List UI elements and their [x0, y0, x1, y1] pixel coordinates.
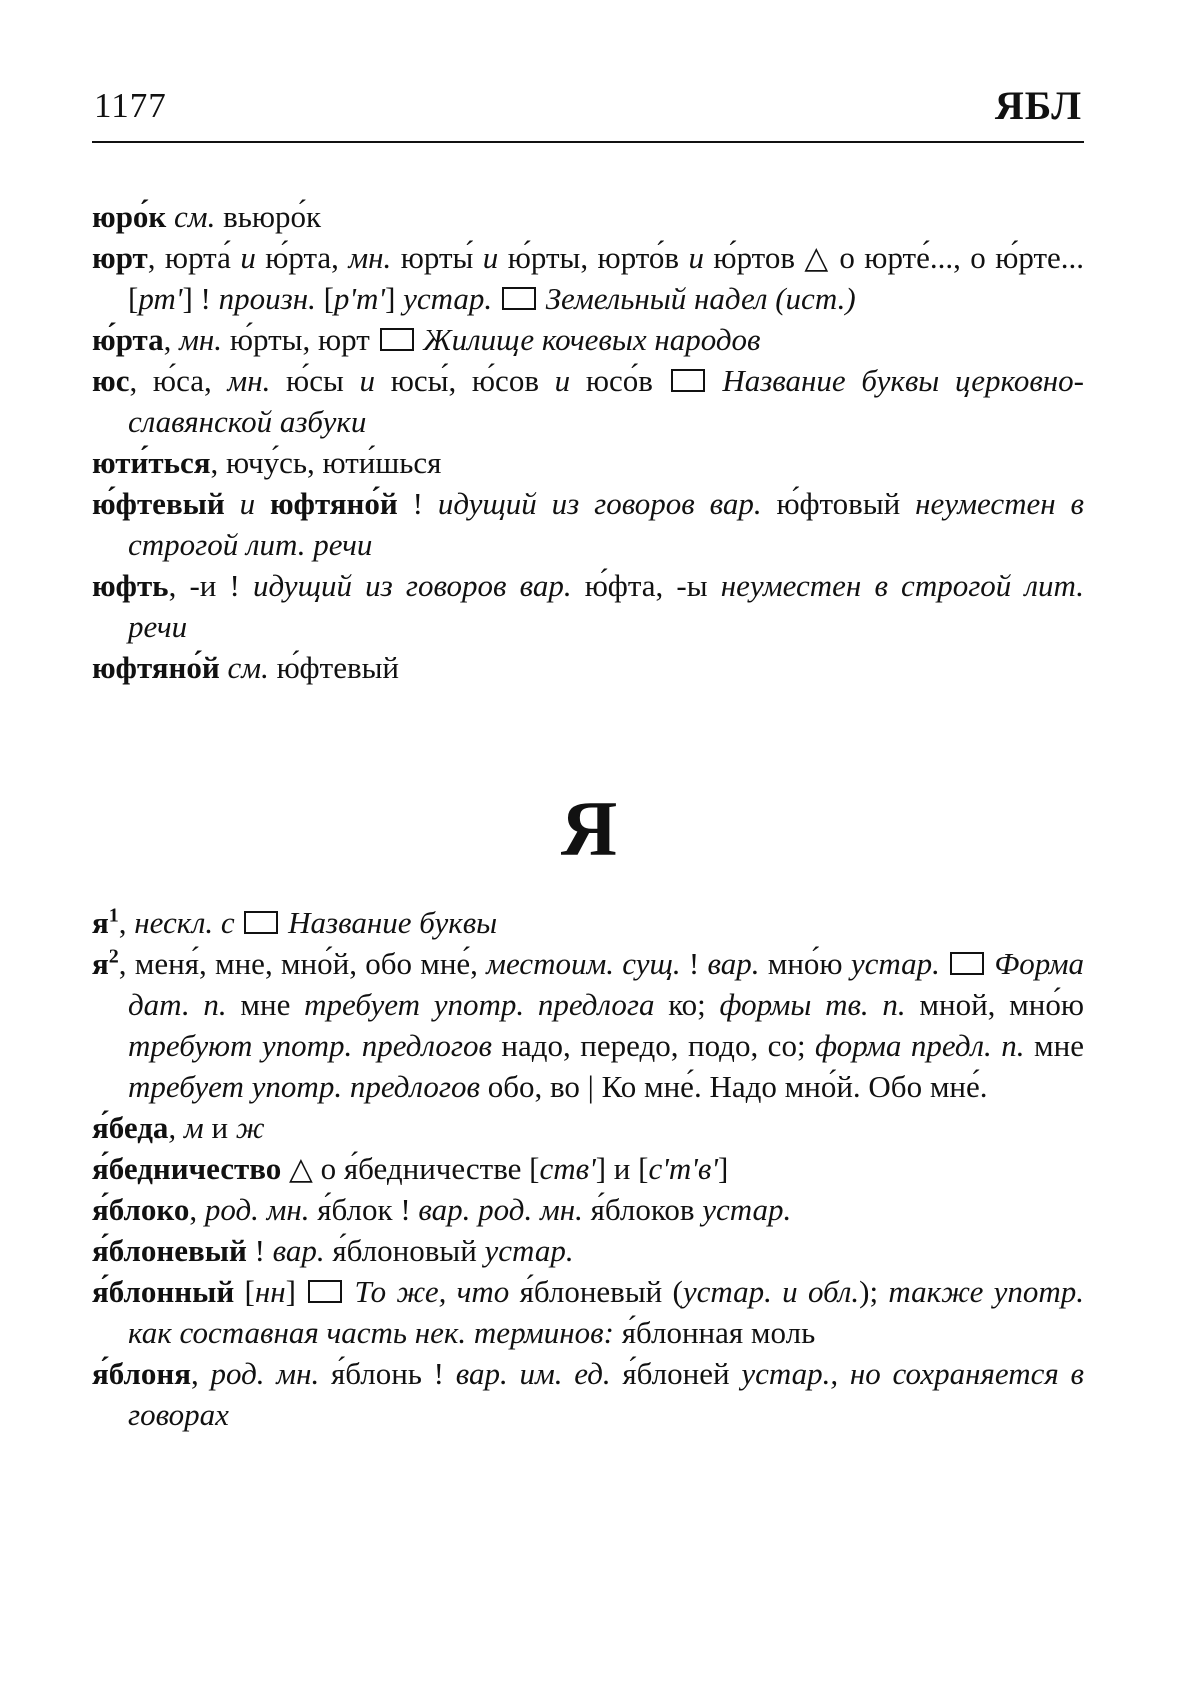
entry-form: мне — [1024, 1028, 1085, 1063]
entry-note: идущий из говоров вар. — [253, 568, 572, 603]
dictionary-entry — [92, 1271, 1084, 1353]
entry-form: ! — [246, 1233, 273, 1268]
entry-note: см. — [166, 199, 216, 234]
entry-note: форма предл. п. — [815, 1028, 1025, 1063]
entry-note: Жилище кочевых народов — [423, 322, 761, 357]
entry-form: я́блонь ! — [319, 1356, 456, 1391]
entry-form: юфтяно́й — [270, 486, 398, 521]
entry-note: устар. — [702, 1192, 792, 1227]
dictionary-entry — [92, 319, 1084, 360]
entry-form: обо, во | Ко мне́. Надо мно́й. Обо мне́. — [479, 1069, 988, 1104]
entry-note: местоим. сущ. — [486, 946, 681, 981]
entry-form: ю́фтевый — [268, 650, 400, 685]
entry-note: устар. и обл. — [682, 1274, 860, 1309]
dictionary-entry — [92, 1107, 1084, 1148]
definition-box-icon — [308, 1280, 342, 1303]
page-number: 1177 — [94, 86, 167, 125]
section-letter-heading: Я — [560, 785, 618, 872]
dictionary-entry — [92, 1189, 1084, 1230]
dictionary-entry — [92, 1148, 1084, 1189]
entry-form: ю́рты, юрто́в — [498, 240, 689, 275]
entry-note: устар. — [850, 946, 940, 981]
definition-box-icon — [244, 911, 278, 934]
entry-note: , м — [168, 1110, 204, 1145]
entry-note: То же, что — [354, 1274, 510, 1309]
entry-headword: я́беда — [92, 1110, 169, 1145]
dictionary-entry — [92, 237, 1084, 319]
entry-form: мне — [226, 987, 305, 1022]
entry-note: устар. — [484, 1233, 574, 1268]
definition-box-icon — [380, 328, 414, 351]
entry-form: и — [203, 1110, 236, 1145]
entry-form: я́блоней — [610, 1356, 742, 1391]
entry-form: ); — [859, 1274, 889, 1309]
entry-note: формы тв. п. — [719, 987, 906, 1022]
entry-note: также употр. как составная часть нек. терминов: — [128, 1274, 1085, 1350]
entry-headword: я́блоневый — [92, 1233, 247, 1268]
header-rule — [92, 141, 1084, 143]
entry-form: ! — [680, 946, 708, 981]
dictionary-entries-ju — [92, 196, 1084, 688]
entry-form: [ — [234, 1274, 255, 1309]
entry-form: ю́ртов △ о юрте́..., о ю́рте... [ — [128, 240, 1085, 316]
entry-note: устар., но сохраняется в говорах — [128, 1356, 1085, 1432]
entry-note: р'т' — [333, 281, 386, 316]
dictionary-entries-ja — [92, 902, 1084, 1435]
entry-form: ] — [285, 1274, 296, 1309]
entry-headword: юрт — [92, 240, 148, 275]
entry-form: [ — [315, 281, 334, 316]
entry-note: мн. — [179, 322, 223, 357]
entry-note: Название буквы — [288, 905, 498, 940]
entry-note: нескл. с — [134, 905, 235, 940]
entry-form: ю́фта, -ы — [571, 568, 721, 603]
entry-note: и — [224, 486, 270, 521]
entry-form: я́блонная моль — [613, 1315, 816, 1350]
dictionary-entry — [92, 360, 1084, 442]
entry-note: и — [688, 240, 704, 275]
entry-form: ю́сы — [270, 363, 360, 398]
entry-note: ств' — [539, 1151, 596, 1186]
entry-headword: я — [92, 946, 109, 981]
entry-note: устар. — [403, 281, 493, 316]
entry-form: ] — [717, 1151, 729, 1186]
entry-form: ] — [385, 281, 404, 316]
entry-headword: я́блоко — [92, 1192, 190, 1227]
entry-form: ю́фтовый — [761, 486, 916, 521]
entry-form: , меня́, мне, мно́й, обо мне́, — [118, 946, 487, 981]
entry-note: Название буквы церковно-славянской азбуки — [128, 363, 1084, 439]
entry-headword: юти́ться — [92, 445, 211, 480]
entry-form: , -и ! — [168, 568, 254, 603]
entry-headword: я́блонный — [92, 1274, 235, 1309]
entry-note: см. — [219, 650, 269, 685]
entry-form: ] ! — [182, 281, 219, 316]
entry-headword: юро́к — [92, 199, 167, 234]
entry-note: вар. — [707, 946, 760, 981]
entry-form: ко; — [654, 987, 720, 1022]
entry-note: ж — [235, 1110, 265, 1145]
entry-note: мн. — [227, 363, 271, 398]
dictionary-entry — [92, 565, 1084, 647]
entry-form: , ю́са, — [129, 363, 228, 398]
entry-note: и — [240, 240, 256, 275]
entry-note: Форма дат. п. — [128, 946, 1085, 1022]
entry-headword: юс — [92, 363, 130, 398]
homonym-number: 2 — [108, 945, 119, 968]
entry-headword: я — [92, 905, 109, 940]
dictionary-entry — [92, 902, 1084, 943]
entry-note: неуместен в строгой лит. речи — [128, 568, 1084, 644]
entry-headword: я́бедничество — [92, 1151, 282, 1186]
entry-note: вар. им. ед. — [455, 1356, 611, 1391]
homonym-number: 1 — [108, 904, 119, 927]
entry-note: Земельный надел (ист.) — [545, 281, 856, 316]
entry-note: рт' — [138, 281, 183, 316]
entry-form: юсы́, ю́сов — [375, 363, 555, 398]
entry-form: ! — [397, 486, 438, 521]
running-head: ЯБЛ — [994, 83, 1082, 128]
entry-note: требуют употр. предлогов — [128, 1028, 492, 1063]
dictionary-entry — [92, 647, 1084, 688]
entry-note: род. мн. — [204, 1192, 310, 1227]
entry-note: требует употр. предлога — [304, 987, 655, 1022]
entry-note: вар. род. мн. — [418, 1192, 583, 1227]
entry-note: вар. — [272, 1233, 325, 1268]
definition-box-icon — [671, 369, 705, 392]
entry-note: идущий из говоров вар. — [437, 486, 762, 521]
entry-form: я́блоков — [582, 1192, 703, 1227]
entry-note: и — [554, 363, 571, 398]
entry-form: , — [191, 1356, 211, 1391]
definition-box-icon — [950, 952, 984, 975]
dictionary-entry — [92, 196, 1084, 237]
entry-note: и — [482, 240, 499, 275]
entry-note: нн — [254, 1274, 286, 1309]
entry-note: с'т'в' — [648, 1151, 718, 1186]
entry-form: я́блок ! — [309, 1192, 419, 1227]
entry-note: требует употр. предлогов — [128, 1069, 480, 1104]
entry-note: и — [359, 363, 375, 398]
entry-headword: юфтяно́й — [92, 650, 220, 685]
entry-form: юсо́в — [570, 363, 653, 398]
dictionary-entry — [92, 943, 1084, 1107]
entry-note: мн. — [348, 240, 392, 275]
entry-form: надо, передо, подо, со; — [491, 1028, 816, 1063]
entry-form: я́блоновый — [324, 1233, 485, 1268]
entry-headword: юфть — [92, 568, 169, 603]
entry-form: , — [189, 1192, 205, 1227]
entry-form: , юрта́ — [147, 240, 241, 275]
entry-form: , ючу́сь, юти́шься — [210, 445, 442, 480]
dictionary-entry — [92, 442, 1084, 483]
entry-form: , — [163, 322, 180, 357]
entry-headword: я́блоня — [92, 1356, 192, 1391]
entry-form: △ о я́бедничестве [ — [281, 1151, 540, 1186]
dictionary-entry — [92, 483, 1084, 565]
entry-note: неуместен в строгой лит. речи — [128, 486, 1084, 562]
entry-note: род. мн. — [210, 1356, 320, 1391]
entry-form: мно́ю — [759, 946, 851, 981]
entry-form: я́блоневый ( — [509, 1274, 683, 1309]
dictionary-entry — [92, 1353, 1084, 1435]
dictionary-entry — [92, 1230, 1084, 1271]
entry-form: мной, мно́ю — [905, 987, 1085, 1022]
entry-form: юрты́ — [391, 240, 483, 275]
entry-form: , — [118, 905, 135, 940]
definition-box-icon — [502, 287, 536, 310]
entry-headword: ю́фтевый — [92, 486, 225, 521]
entry-form: ю́рты, юрт — [222, 322, 370, 357]
entry-form: ю́рта, — [255, 240, 349, 275]
entry-form: ] и [ — [595, 1151, 649, 1186]
entry-headword: ю́рта — [92, 322, 164, 357]
entry-note: произн. — [218, 281, 316, 316]
entry-form: вьюро́к — [215, 199, 322, 234]
